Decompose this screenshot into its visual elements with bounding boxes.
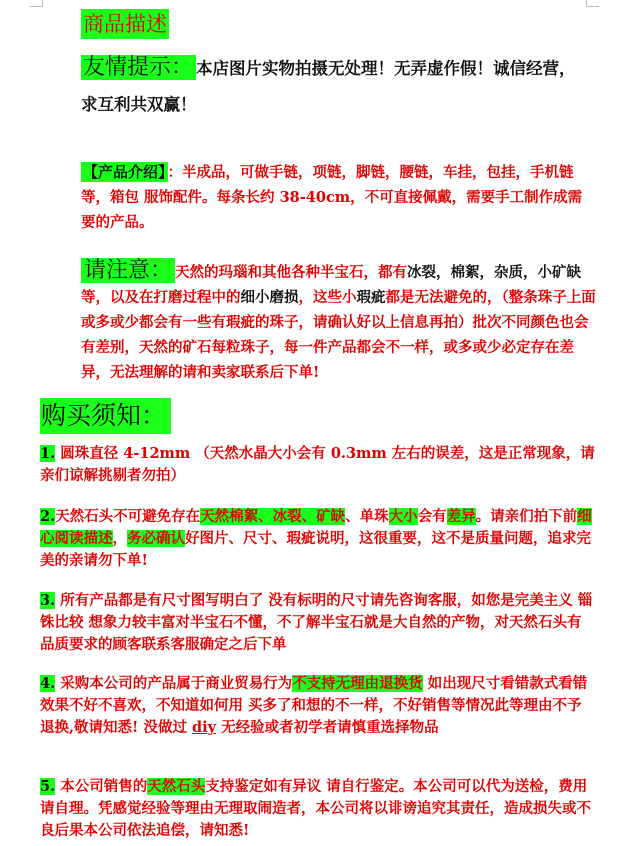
note-text: 本公司销售的 <box>55 778 148 795</box>
purchase-note-3 <box>40 590 596 656</box>
note-text: 、单珠 <box>345 508 389 525</box>
note-text: 无经验或者初学者请慎重选择物品 <box>216 719 439 736</box>
purchase-note-4 <box>40 673 596 739</box>
note-highlight: 天然石头 <box>147 778 206 795</box>
note-number: 2. <box>40 508 56 525</box>
friendly-tip <box>81 50 591 123</box>
notice-text: 瑕疵 <box>356 289 386 306</box>
friendly-tip-text: 本店图片实物拍摄无处理！无弄虚作假！诚信经营，求互利共双赢！ <box>81 59 576 114</box>
notice-text: 小矿缺 <box>537 264 582 281</box>
product-intro-label: 【产品介绍】 <box>83 163 166 181</box>
note-highlight: 细心阅读描述 <box>40 508 592 547</box>
notice-label: 请注意： <box>81 258 175 283</box>
notice-text: 等，以及在打磨过程中的 <box>81 289 241 306</box>
note-text: 天然石头不可避免存在 <box>55 508 201 525</box>
page-title: 商品描述 <box>81 9 169 39</box>
note-text: 支持鉴定如有异议 请自行鉴定。本公司可以代为送检，费用请自理。凭感觉经验等理由无理取闹造者，本公司将以诽谤追究其责任，造成损失或不良后果本公司依法追偿，请知悉! <box>40 778 591 839</box>
page-corner-mark <box>30 0 43 7</box>
friendly-tip-label: 友情提示： <box>81 55 196 80</box>
note-text: 采购本公司的产品属于商业贸易行为 <box>55 675 293 692</box>
note-number: 3. <box>40 592 56 609</box>
notice-text: 天然的玛瑙和其他各种半宝石，都有 <box>175 264 408 281</box>
note-highlight: 务必确认 <box>127 530 185 547</box>
note-text: 会有 <box>417 508 447 525</box>
notice <box>81 258 596 385</box>
notice-text: ，这些小 <box>298 289 357 306</box>
note-highlight: 天然棉絮、冰裂、矿缺 <box>200 508 346 525</box>
note-highlight: 差异 <box>446 508 476 525</box>
note-number: 5. <box>40 778 56 795</box>
note-text: 。请亲们拍下前 <box>475 508 578 525</box>
purchase-note-5 <box>40 776 596 842</box>
note-text: ， <box>112 530 127 547</box>
note-number: 1. <box>40 445 56 462</box>
notice-text: 都是无法避免的，（整条珠子上面或多或少都会有一些有瑕疵的珠子，请确认好以上信息再拍）批次不同颜色也会有差别，天然的矿石每粒珠子，每一件产品都会不一样，或多或少必定存在差异，无法理解的请和卖家联系后下单! <box>81 289 596 381</box>
note-text: 如出现尺寸看错款式看错 效果不好不喜欢，不知道如何用 买多了和想的不一样，不好销售等情况此等理由不予退换,敬请知悉! 没做过 <box>40 675 588 736</box>
note-highlight: 大小 <box>388 508 418 525</box>
purchase-note-1 <box>40 443 596 487</box>
note-text: 所有产品都是有尺寸图写明白了 没有标明的尺寸请先咨询客服，如您是完美主义 锱铢比较 想象力较丰富对半宝石不懂，不了解半宝石就是大自然的产物，对天然石头有品质要求的顾客联系客服确定之后下单 <box>40 592 593 653</box>
notice-text: 细小磨损 <box>240 289 299 306</box>
purchase-notes-heading: 购买须知： <box>40 398 171 434</box>
notice-text: 冰裂 <box>407 264 437 281</box>
page-corner-mark <box>586 0 599 7</box>
note-text: diy <box>192 719 217 736</box>
product-intro <box>81 160 591 235</box>
purchase-note-2 <box>40 506 596 572</box>
product-intro-text: ：半成品，可做手链，项链，脚链，腰链，车挂，包挂，手机链等，箱包 服饰配件。每条长约 38-40cm，不可直接佩戴，需要手工制作成需要的产品。 <box>81 164 583 231</box>
note-highlight: 不支持无理由退换货 <box>292 675 423 692</box>
note-text: 好图片、尺寸、瑕疵说明，这很重要，这不是质量问题，追求完美的亲请勿下单! <box>40 530 591 569</box>
note-text: 圆珠直径 4-12mm （天然水晶大小会有 0.3mm 左右的误差，这是正常现象，请亲们谅解挑剔者勿拍） <box>40 445 595 484</box>
note-number: 4. <box>40 675 56 692</box>
notice-text: ，棉絮，杂质， <box>436 264 538 281</box>
